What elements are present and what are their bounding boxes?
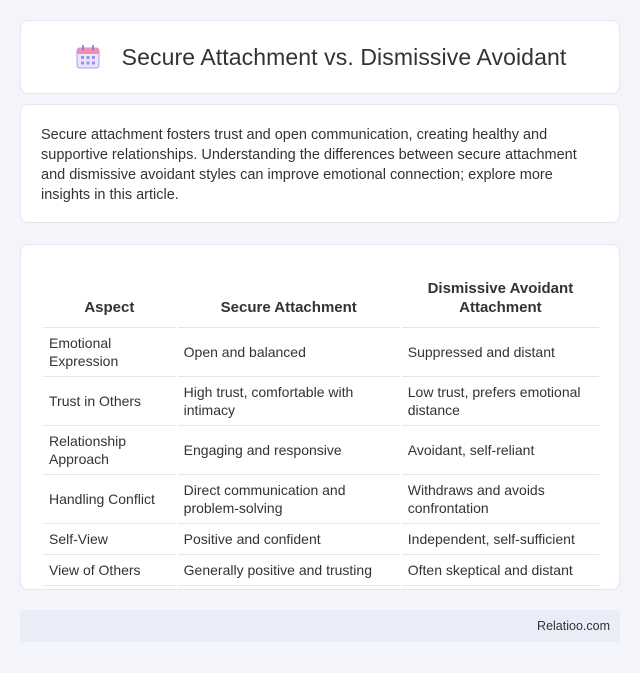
- table-cell: Independent, self-sufficient: [402, 524, 599, 555]
- intro-card: [20, 104, 620, 223]
- table-cell: Engaging and responsive: [178, 426, 400, 475]
- table-cell: Positive and confident: [178, 524, 400, 555]
- table-cell: Often skeptical and distant: [402, 555, 599, 586]
- header-dismissive: Dismissive Avoidant Attachment: [402, 265, 599, 328]
- footer: [20, 610, 620, 642]
- footer-brand[interactable]: Relatioo.com: [537, 619, 610, 633]
- table-cell: Suppressed and distant: [402, 328, 599, 377]
- table-row: [43, 555, 599, 586]
- table-row: [43, 377, 599, 426]
- table-row: [43, 426, 599, 475]
- table-cell: Low trust, prefers emotional distance: [402, 377, 599, 426]
- intro-text: Secure attachment fosters trust and open communication, creating healthy and supportive relationships. Understanding the differences between secure attachment and dismissive avoidant styles can improve emotional connection; explore more insights in this article.: [41, 127, 577, 203]
- table-cell: Relationship Approach: [43, 426, 176, 475]
- table-cell: Trust in Others: [43, 377, 176, 426]
- table-header-row: [43, 265, 599, 328]
- table-row: [43, 524, 599, 555]
- page-title: Secure Attachment vs. Dismissive Avoidant: [121, 43, 567, 70]
- table-row: [43, 328, 599, 377]
- table-cell: Avoidant, self-reliant: [402, 426, 599, 475]
- comparison-card: [20, 244, 620, 590]
- calendar-icon: [74, 43, 102, 71]
- table-cell: High trust, comfortable with intimacy: [178, 377, 400, 426]
- table-cell: Emotional Expression: [43, 328, 176, 377]
- comparison-table: [41, 265, 601, 586]
- header-aspect: Aspect: [43, 265, 176, 328]
- table-cell: View of Others: [43, 555, 176, 586]
- table-cell: Generally positive and trusting: [178, 555, 400, 586]
- table-cell: Open and balanced: [178, 328, 400, 377]
- header-secure: Secure Attachment: [178, 265, 400, 328]
- title-card: [20, 20, 620, 94]
- table-row: [43, 475, 599, 524]
- table-cell: Self-View: [43, 524, 176, 555]
- table-cell: Direct communication and problem-solving: [178, 475, 400, 524]
- table-cell: Handling Conflict: [43, 475, 176, 524]
- table-cell: Withdraws and avoids confrontation: [402, 475, 599, 524]
